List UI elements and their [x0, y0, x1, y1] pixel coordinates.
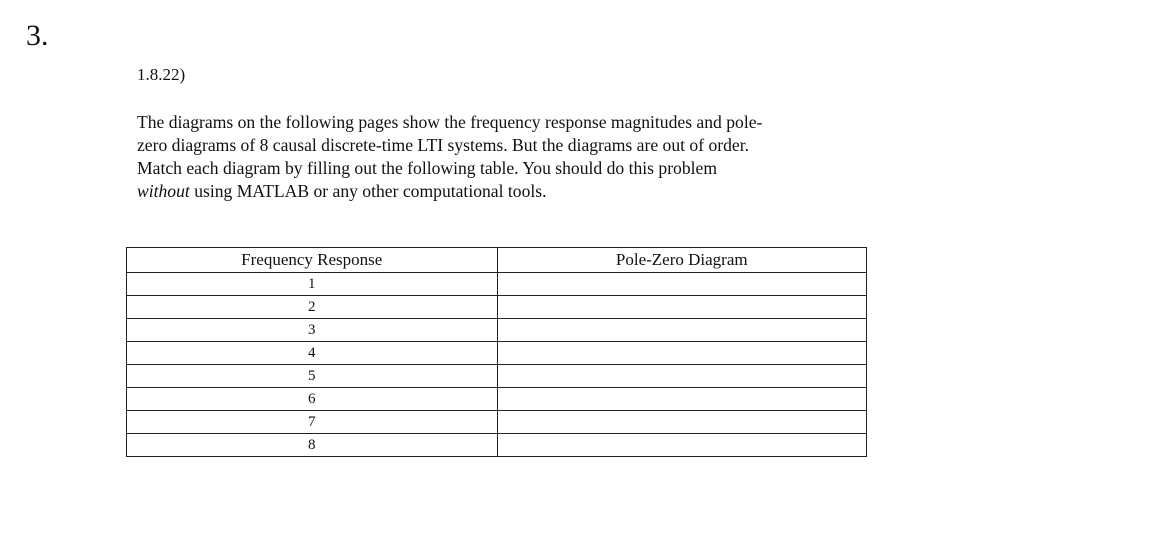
table-row — [127, 342, 867, 365]
statement-line-1: The diagrams on the following pages show the frequency response magnitudes and pole- — [137, 112, 763, 132]
table-row — [127, 434, 867, 457]
table-row — [127, 296, 867, 319]
statement-line-3: Match each diagram by filling out the following table. You should do this problem — [137, 158, 718, 178]
statement-line-4 — [137, 180, 877, 203]
frequency-response-cell: 4 — [127, 342, 498, 365]
statement-line-4-rest: using MATLAB or any other computational tools. — [189, 181, 547, 201]
pole-zero-cell[interactable] — [497, 319, 867, 342]
frequency-response-cell: 1 — [127, 273, 498, 296]
frequency-response-cell: 2 — [127, 296, 498, 319]
frequency-response-cell: 7 — [127, 411, 498, 434]
pole-zero-cell[interactable] — [497, 342, 867, 365]
problem-statement — [137, 111, 877, 203]
pole-zero-cell[interactable] — [497, 388, 867, 411]
pole-zero-cell[interactable] — [497, 365, 867, 388]
section-reference: 1.8.22) — [137, 65, 186, 84]
table-row — [127, 411, 867, 434]
frequency-response-cell: 5 — [127, 365, 498, 388]
table-row — [127, 388, 867, 411]
frequency-response-cell: 8 — [127, 434, 498, 457]
problem-number: 3. — [26, 19, 49, 52]
frequency-response-cell: 6 — [127, 388, 498, 411]
matching-table — [126, 247, 867, 457]
pole-zero-cell[interactable] — [497, 296, 867, 319]
frequency-response-cell: 3 — [127, 319, 498, 342]
pole-zero-cell[interactable] — [497, 434, 867, 457]
pole-zero-cell[interactable] — [497, 273, 867, 296]
table-header-row — [127, 248, 867, 273]
table-row — [127, 319, 867, 342]
emphasis-without: without — [137, 181, 190, 201]
header-frequency-response: Frequency Response — [127, 248, 498, 273]
table-row — [127, 273, 867, 296]
table-row — [127, 365, 867, 388]
pole-zero-cell[interactable] — [497, 411, 867, 434]
header-pole-zero-diagram: Pole-Zero Diagram — [497, 248, 867, 273]
statement-line-2: zero diagrams of 8 causal discrete-time LTI systems. But the diagrams are out of order. — [137, 135, 750, 155]
